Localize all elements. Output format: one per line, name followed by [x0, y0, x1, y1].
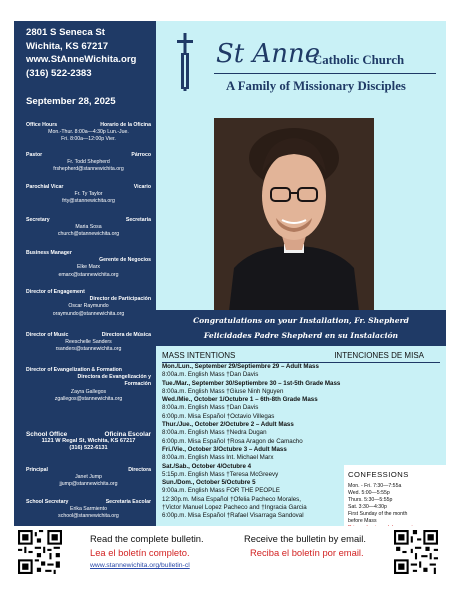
secretary-section: Secretary Secretaria Maria Sosa church@stannewichita.org [26, 217, 151, 238]
logo-wordmark: St Anne [216, 39, 321, 69]
vicar-section: Parochial Vicar Vicario Fr. Ty Taylor frty@stannewichita.org [26, 184, 151, 205]
mass-line: Mon./Lun., September 29/Septiembre 29 – Adult Mass [162, 363, 319, 370]
mass-line: Wed./Mie., October 1/Octubre 1 – 6th-8th Grade Mass [162, 396, 318, 404]
engagement-email[interactable]: oraymundo@stannewichita.org [52, 310, 125, 317]
school-office-section: School Office Oficina Escolar 1121 W Regal St, Wichita, KS 67217 (316) 522-6131 [26, 431, 151, 452]
email-bulletin-en: Receive the bulletin by email. [244, 533, 366, 544]
mass-line: Sun./Dom., October 5/Octubre 5 [162, 479, 256, 487]
mass-line: 12:30p.m. Misa Español †Ofelia Pacheco Morales, [162, 495, 301, 503]
music-email[interactable]: rsanders@stannewichita.org [55, 346, 122, 353]
mass-line: 6:00p.m. Misa Español †Octavio Villegas [162, 412, 275, 420]
secretary-email[interactable]: church@stannewichita.org [57, 231, 120, 238]
mass-line: Thur./Jue., October 2/Octubre 2 – Adult Mass [162, 421, 294, 429]
mass-line: 5:15p.m. English Mass †Teresa McGreevy [162, 470, 279, 478]
confessions-box: CONFESSIONS Mon. - Fri. 7:30—7:55a Wed. 5:00—5:55p Thurs. 5:30—5:55p Sat. 3:30—4:30p First Sunday of the month before Mass [344, 465, 446, 526]
address-line-2: Wichita, KS 67217 [26, 40, 109, 52]
contact-sidebar [14, 21, 156, 526]
mass-line: 6:00p.m. Misa Español †Rafael Visarraga Sandoval [162, 512, 304, 520]
mass-line: Fri./Vie., October 3/Octubre 3 – Adult Mass [162, 445, 287, 453]
address-line-1: 2801 S Seneca St [26, 27, 105, 38]
mass-line: 8:00a.m. English Mass †Nedra Dugan [162, 429, 267, 437]
banner-english: Congratulations on your Installation, Fr. Shepherd [193, 316, 409, 325]
mass-line: 6:00p.m. Misa Español †Rosa Aragon de Camacho [162, 437, 303, 445]
mass-line: 8:00a.m. English Mass †Dan Davis [162, 371, 259, 379]
mass-line: †Victor Manuel Lopez Pacheco and †Ingracia Garcia [162, 504, 307, 512]
pastor-section: Pastor Párroco Fr. Todd Shepherd frshepherd@stannewichita.org [26, 152, 151, 173]
qr-code-icon[interactable] [18, 530, 62, 574]
mass-line: 9:00a.m. English Mass FOR THE PEOPLE [162, 487, 280, 495]
business-section: Business Manager Gerente de Negocios Elke Marx emarx@stannewichita.org [26, 250, 151, 278]
cross-icon [176, 33, 194, 91]
logo-subtitle: Catholic Church [313, 53, 405, 67]
school-email[interactable]: school@stannewichita.org [58, 513, 119, 520]
principal-email[interactable]: jjump@stannewichita.org [59, 481, 118, 488]
music-section: Director of Music Directora de Música Reeschelle Sanders rsanders@stannewichita.org [26, 332, 151, 353]
bulletin-link[interactable]: www.stannewichita.org/bulletin-cl [90, 562, 190, 569]
read-bulletin-es: Lea el boletín completo. [90, 547, 190, 558]
mass-intentions-header: MASS INTENTIONS INTENCIONES DE MISA [162, 351, 424, 360]
email-bulletin-es: Reciba el boletín por email. [250, 547, 364, 558]
principal-section: Principal Directora Janet Jump jjump@stannewichita.org [26, 467, 151, 488]
mass-line: 8:00a.m. English Mass Int. Michael Marx [162, 454, 274, 462]
website-link[interactable]: www.StAnneWichita.org [26, 54, 137, 66]
pastor-photo [214, 118, 374, 311]
evangelization-section: Director of Evangelization & Formation Directora de Evangelización y Formación Zayra Gallegos zgallegos@stannewichita.org [26, 367, 151, 402]
read-bulletin-en: Read the complete bulletin. [90, 533, 204, 544]
confessions-title: CONFESSIONS [348, 470, 409, 479]
engagement-section: Director of Engagement Director de Participación Oscar Raymundo oraymundo@stannewichita.org [26, 289, 151, 317]
business-email[interactable]: emarx@stannewichita.org [58, 271, 119, 278]
mass-line: 8:00a.m. English Mass †Giuse Ninh Nguyen [162, 387, 284, 395]
mass-line: Sat./Sab., October 4/Octubre 4 [162, 462, 252, 470]
office-hours: Office Hours Horario de la Oficina Mon.-Thur. 8:00a—4:30p Lun.-Jue. Fri. 8:00a—12:00p Vier. [26, 122, 151, 143]
bulletin-date: September 28, 2025 [26, 96, 116, 108]
tagline: A Family of Missionary Disciples [226, 79, 406, 93]
congratulations-banner [156, 310, 446, 346]
mass-line: 8:00a.m. English Mass †Dan Davis [162, 404, 259, 412]
mass-line: Tue./Mar., September 30/Septiembre 30 – 1st-5th Grade Mass [162, 379, 341, 387]
parish-address [14, 21, 156, 80]
qr-code-icon[interactable] [394, 530, 438, 574]
logo-divider [214, 73, 436, 74]
vicar-email[interactable]: frty@stannewichita.org [62, 198, 115, 205]
phone-number: (316) 522-2383 [26, 67, 92, 79]
school-secretary-section: School Secretary Secretaria Escolar Erika Sarmiento school@stannewichita.org [26, 499, 151, 520]
pastor-email[interactable]: frshepherd@stannewichita.org [53, 166, 124, 173]
banner-spanish: Felicidades Padre Shepherd en su Instalación [203, 331, 399, 340]
evangelization-email[interactable]: zgallegos@stannewichita.org [54, 395, 123, 402]
mass-intentions-list [162, 363, 348, 521]
main-panel [156, 21, 446, 526]
